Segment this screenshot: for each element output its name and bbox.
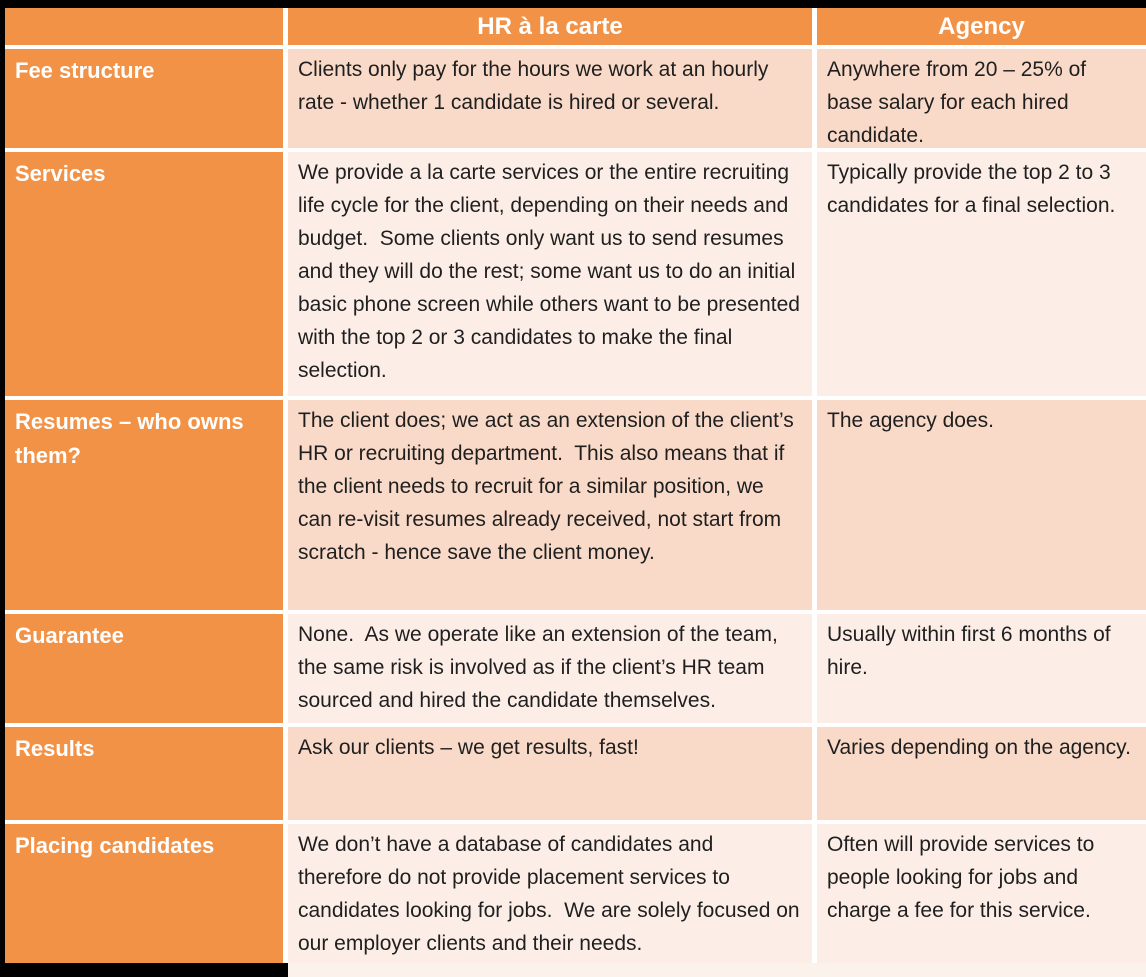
cell-placing-candidates-agency: Often will provide services to people looking for jobs and charge a fee for this service. — [817, 824, 1146, 963]
cell-services-hr: We provide a la carte services or the entire recruiting life cycle for the client, depending on their needs and budget. Some clients only want us to send resumes and they will do the rest; some want us to do an initial basic phone screen while others want to be presented with the top 2 or 3 candidates to make the final selection. — [288, 152, 812, 396]
cell-resumes-hr: The client does; we act as an extension of the client’s HR or recruiting department. This also means that if the client needs to recruit for a similar position, we can re-visit resumes already received, not start from scratch - hence save the client money. — [288, 400, 812, 610]
cell-guarantee-agency: Usually within first 6 months of hire. — [817, 614, 1146, 723]
comparison-table — [5, 8, 1146, 963]
row-label-resumes-ownership: Resumes – who owns them? — [5, 400, 283, 610]
cell-results-agency: Varies depending on the agency. — [817, 727, 1146, 820]
row-label-services: Services — [5, 152, 283, 396]
row-label-results: Results — [5, 727, 283, 820]
table-bottom-edge — [288, 963, 1146, 977]
row-label-guarantee: Guarantee — [5, 614, 283, 723]
row-label-placing-candidates: Placing candidates — [5, 824, 283, 963]
header-cell-blank — [5, 8, 283, 45]
cell-fee-structure-agency: Anywhere from 20 – 25% of base salary for each hired candidate. — [817, 49, 1146, 148]
cell-guarantee-hr: None. As we operate like an extension of the team, the same risk is involved as if the client’s HR team sourced and hired the candidate themselves. — [288, 614, 812, 723]
cell-placing-candidates-hr: We don’t have a database of candidates and therefore do not provide placement services to candidates looking for jobs. We are solely focused on our employer clients and their needs. — [288, 824, 812, 963]
cell-services-agency: Typically provide the top 2 to 3 candidates for a final selection. — [817, 152, 1146, 396]
row-label-fee-structure: Fee structure — [5, 49, 283, 148]
cell-resumes-agency: The agency does. — [817, 400, 1146, 610]
header-cell-agency: Agency — [817, 8, 1146, 45]
cell-fee-structure-hr: Clients only pay for the hours we work at an hourly rate - whether 1 candidate is hired or several. — [288, 49, 812, 148]
cell-results-hr: Ask our clients – we get results, fast! — [288, 727, 812, 820]
header-cell-hr-a-la-carte: HR à la carte — [288, 8, 812, 45]
